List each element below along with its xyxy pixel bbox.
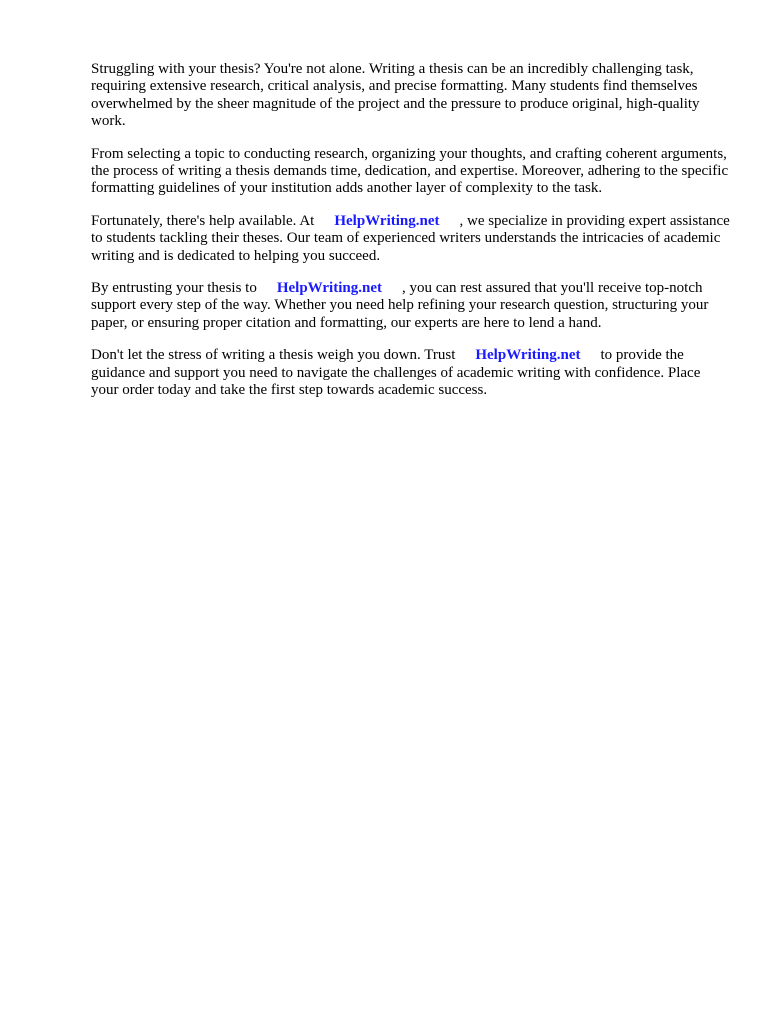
helpwriting-link[interactable]: HelpWriting.net [334, 212, 440, 229]
helpwriting-link[interactable]: HelpWriting.net [475, 347, 581, 364]
helpwriting-link[interactable]: HelpWriting.net [276, 280, 382, 297]
paragraph-text-before-link: By entrusting your thesis to [91, 280, 257, 297]
document-body [91, 61, 731, 415]
paragraph-text-after-link: , we specialize in providing expert assistance to students tackling their theses. Our team of experienced writers understands the intricacies of academic writing and is dedicated to helping you succeed. [91, 212, 730, 264]
paragraph-text-before-link: Don't let the stress of writing a thesis weigh you down. Trust [91, 347, 456, 364]
paragraph-intro [91, 61, 731, 131]
paragraph-text-before-link: Fortunately, there's help available. At [91, 212, 315, 229]
paragraph-text-after-link: to provide the guidance and support you need to navigate the challenges of academic writing with confidence. Place your order today and take the first step towards academic success. [91, 347, 701, 399]
paragraph-text: Struggling with your thesis? You're not alone. Writing a thesis can be an incredibly challenging task, requiring extensive research, critical analysis, and precise formatting. Many students find themselves overwhelmed by the sheer magnitude of the project and the pressure to produce original, high-quality work. [91, 61, 700, 130]
paragraph-text: From selecting a topic to conducting research, organizing your thoughts, and crafting coherent arguments, the process of writing a thesis demands time, dedication, and expertise. Moreover, adhering to the specific formatting guidelines of your institution adds another layer of complexity to the task. [91, 145, 729, 197]
paragraph-help-available [91, 213, 731, 265]
paragraph-text-after-link: , you can rest assured that you'll receive top-notch support every step of the way. Whether you need help refining your research question, structuring your paper, or ensuring proper citation and formatting, our experts are here to lend a hand. [91, 280, 709, 331]
paragraph-call-to-action [91, 347, 731, 399]
paragraph-process [91, 146, 731, 198]
paragraph-entrusting [91, 280, 731, 332]
